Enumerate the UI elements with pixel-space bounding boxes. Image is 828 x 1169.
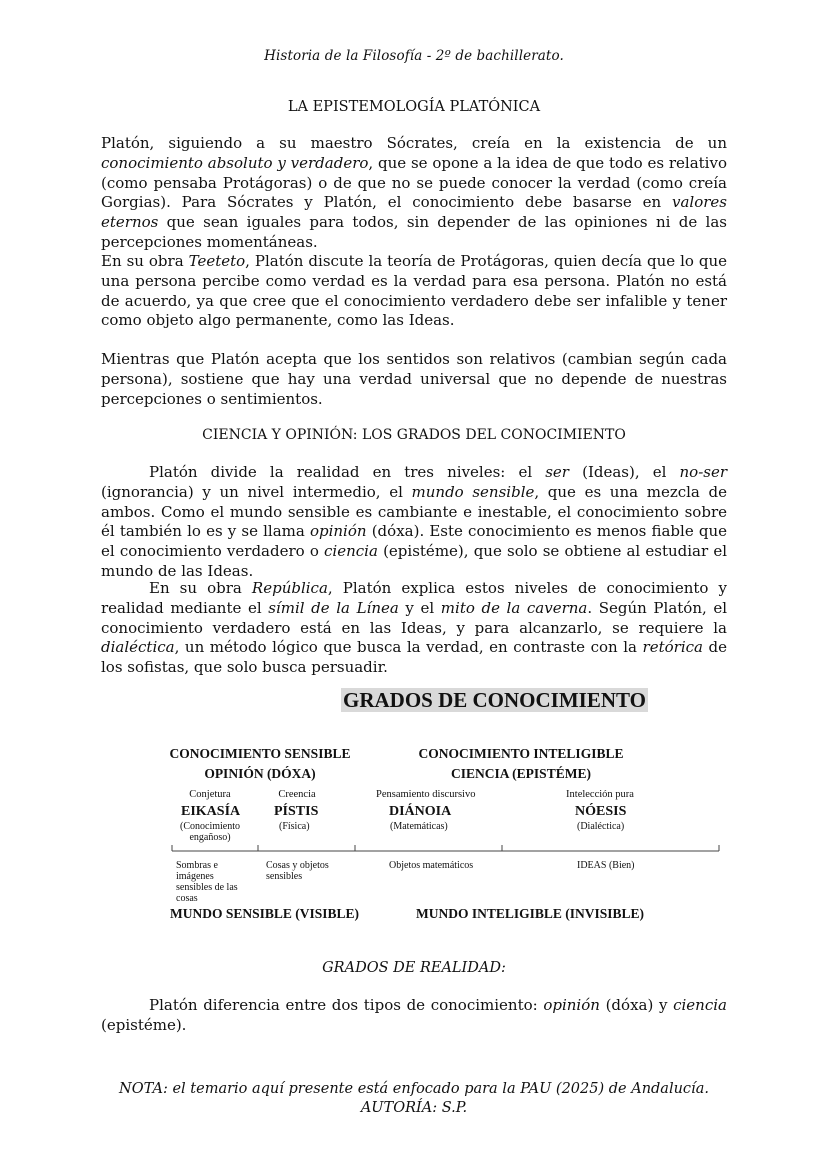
grados-realidad-heading: GRADOS DE REALIDAD:	[322, 960, 506, 976]
text: de los sofistas, que solo busca persuadir.	[101, 638, 727, 677]
text: , que es una mezcla de ambos. Como el mundo sensible es cambiante e inestable, el conocimiento sobre él también lo es y se llama	[101, 482, 727, 541]
page-header: Historia de la Filosofía - 2º de bachillerato.	[264, 48, 564, 64]
text: Platón divide la realidad en tres niveles: el	[149, 463, 546, 481]
object-matematicos: Objetos matemáticos	[389, 860, 474, 871]
text: , Platón explica estos niveles de conocimiento y realidad mediante el	[101, 579, 727, 617]
object-sombras: Sombras e imágenes sensibles de las cosas	[176, 860, 238, 904]
object-cosas: Cosas y objetos sensibles	[266, 860, 329, 882]
emphasis: ser	[545, 463, 569, 481]
text: (epistéme), que solo se obtiene al estudiar el mundo de las Ideas.	[101, 542, 727, 580]
emphasis: retórica	[642, 638, 703, 657]
level-noesis-note: (Dialéctica)	[577, 821, 625, 832]
sensible-heading: CONOCIMIENTO SENSIBLE	[169, 746, 351, 761]
text: En su obra	[149, 579, 252, 597]
emphasis: no-ser	[679, 463, 728, 481]
inteligible-heading: CONOCIMIENTO INTELIGIBLE	[418, 746, 624, 761]
level-pistis-term: PÍSTIS	[274, 804, 319, 819]
level-dianoia-term: DIÁNOIA	[389, 804, 452, 819]
emphasis: ciencia	[324, 542, 378, 561]
level-noesis-term: NÓESIS	[575, 804, 627, 819]
text: , que se opone a la idea de que todo es relativo (como pensaba Protágoras) o de que no se puede conocer la verdad (como creía Gorgias). Para Sócrates y Platón, el conocimiento debe basarse en	[101, 153, 727, 212]
text: (epistéme).	[101, 1015, 187, 1034]
level-eikasia-term: EIKASÍA	[181, 804, 241, 819]
text: . Según Platón, el conocimiento verdadero está en las Ideas, y para alcanzarlo, se requiere la	[101, 598, 728, 637]
text: que sean iguales para todos, sin depender de las opiniones ni de las percepciones momentáneas.	[101, 213, 727, 251]
section-subtitle: CIENCIA Y OPINIÓN: LOS GRADOS DEL CONOCIMIENTO	[202, 427, 626, 443]
diagram-title: GRADOS DE CONOCIMIENTO	[343, 688, 646, 712]
nota-text: NOTA: el temario aquí presente está enfocado para la PAU (2025) de Andalucía.	[119, 1081, 709, 1097]
emphasis: mundo sensible	[411, 482, 535, 501]
sensible-subheading: OPINIÓN (DÓXA)	[204, 766, 316, 781]
level-dianoia-label: Pensamiento discursivo	[376, 789, 476, 800]
text: Platón diferencia entre dos tipos de conocimiento:	[149, 996, 544, 1014]
level-dianoia-note: (Matemáticas)	[390, 821, 448, 832]
emphasis: símil de la Línea	[268, 598, 399, 617]
level-pistis-note: (Física)	[279, 821, 310, 832]
text: (dóxa) y	[599, 996, 674, 1014]
paragraph-3: Mientras que Platón acepta que los sentidos son relativos (cambian según cada persona), sostiene que hay una verdad universal que no depende de nuestras percepciones o sentimientos.	[101, 350, 727, 408]
emphasis: opinión	[309, 522, 367, 541]
emphasis: República	[251, 579, 328, 597]
emphasis: ciencia	[673, 996, 727, 1014]
text: , un método lógico que busca la verdad, en contraste con la	[174, 638, 643, 657]
text: (Ideas), el	[568, 463, 680, 481]
level-eikasia-note: (Conocimiento engañoso)	[180, 821, 240, 843]
mundo-inteligible: MUNDO INTELIGIBLE (INVISIBLE)	[416, 906, 645, 921]
inteligible-subheading: CIENCIA (EPISTÉME)	[451, 766, 591, 781]
emphasis: Teeteto	[188, 252, 246, 270]
object-ideas: IDEAS (Bien)	[577, 860, 635, 871]
text: y el	[398, 598, 441, 617]
text: En su obra	[101, 252, 189, 270]
footer-note	[0, 1080, 828, 1118]
text: (ignorancia) y un nivel intermedio, el	[101, 482, 412, 501]
emphasis: conocimiento absoluto y verdadero	[101, 153, 369, 172]
level-pistis-label: Creencia	[278, 789, 316, 800]
mundo-sensible: MUNDO SENSIBLE (VISIBLE)	[170, 906, 360, 921]
emphasis: valores eternos	[101, 193, 727, 232]
emphasis: dialéctica	[101, 638, 175, 657]
text: Platón, siguiendo a su maestro Sócrates, creía en la existencia de un	[101, 134, 727, 152]
text: , Platón discute la teoría de Protágoras, quien decía que lo que una persona percibe como verdad es la verdad para esa persona. Platón no está de acuerdo, ya que cree que el conocimiento verdadero debe ser infalible y tener como objeto algo permanente, como las Ideas.	[101, 252, 727, 330]
autoria-text: AUTORÍA: S.P.	[360, 1100, 468, 1116]
page-title: LA EPISTEMOLOGÍA PLATÓNICA	[287, 99, 541, 115]
emphasis: opinión	[543, 996, 600, 1014]
level-noesis-label: Intelección pura	[566, 789, 634, 800]
level-eikasia-label: Conjetura	[189, 789, 231, 800]
emphasis: mito de la caverna	[440, 598, 588, 617]
paragraph-6	[101, 996, 727, 1036]
text: (dóxa). Este conocimiento es menos fiable que el conocimiento verdadero o	[101, 522, 727, 561]
